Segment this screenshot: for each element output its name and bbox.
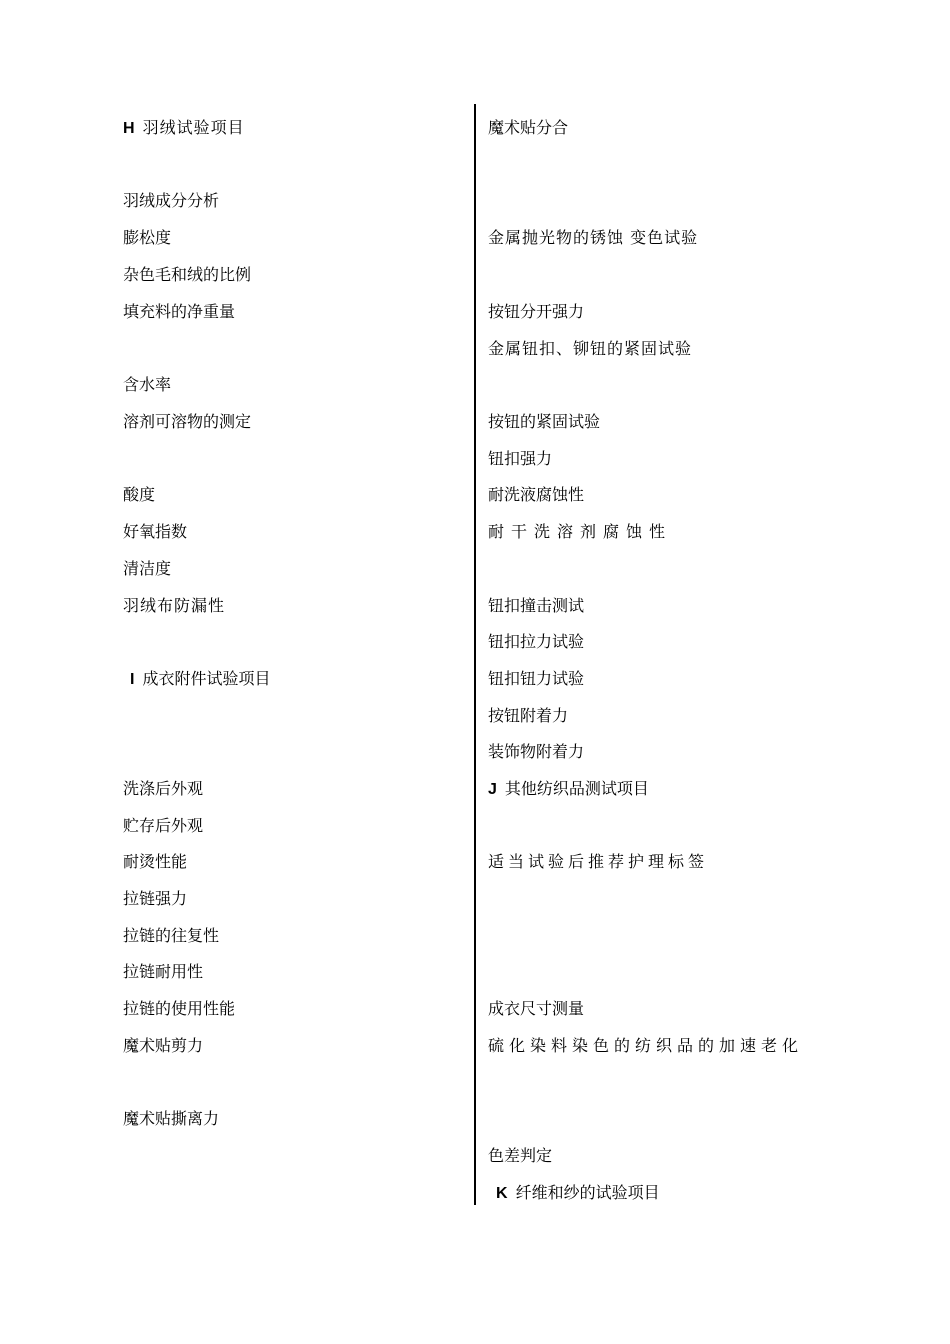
list-item: 魔术贴撕离力 (123, 1109, 220, 1128)
list-item: 溶剂可溶物的测定 (123, 412, 252, 431)
list-item: 拉链的往复性 (123, 926, 220, 945)
section-heading-i (130, 669, 270, 689)
list-item: 羽绒布防漏性 (123, 596, 226, 615)
list-item: 拉链强力 (123, 889, 188, 908)
section-letter-k: K (496, 1185, 508, 1202)
list-item: 按钮的紧固试验 (488, 412, 601, 431)
list-item: 金属钮扣、铆钮的紧固试验 (488, 339, 693, 358)
list-item: 魔术贴分合 (488, 118, 569, 137)
section-title-k: 纤维和纱的试验项目 (515, 1183, 660, 1202)
section-heading-h (123, 118, 245, 138)
section-title-i: 成衣附件试验项目 (142, 669, 271, 688)
list-item: 钮扣撞击测试 (488, 596, 585, 615)
list-item: 按钮分开强力 (488, 302, 585, 321)
list-item: 耐洗液腐蚀性 (488, 485, 585, 504)
list-item: 色差判定 (488, 1146, 553, 1165)
section-title-h: 羽绒试验项目 (142, 118, 245, 137)
section-letter-j: J (488, 781, 497, 798)
list-item: 成衣尺寸测量 (488, 999, 585, 1018)
list-item: 耐烫性能 (123, 852, 188, 871)
section-heading-k (496, 1183, 660, 1203)
section-letter-h: H (123, 120, 135, 137)
list-item: 钮扣钮力试验 (488, 669, 585, 688)
list-item: 含水率 (123, 375, 172, 394)
list-item: 金属抛光物的锈蚀 变色试验 (488, 228, 699, 247)
list-item: 拉链耐用性 (123, 962, 204, 981)
section-heading-j (488, 779, 649, 799)
list-item: 魔术贴剪力 (123, 1036, 204, 1055)
list-item: 装饰物附着力 (488, 742, 585, 761)
list-item: 硫化染料染色的纺织品的加速老化 (488, 1036, 804, 1055)
section-title-j: 其他纺织品测试项目 (504, 779, 649, 798)
list-item: 清洁度 (123, 559, 172, 578)
list-item: 酸度 (123, 485, 156, 504)
list-item: 拉链的使用性能 (123, 999, 236, 1018)
column-divider (474, 104, 476, 1205)
list-item: 洗涤后外观 (123, 779, 204, 798)
list-item: 适当试验后推荐护理标签 (488, 852, 709, 871)
list-item: 贮存后外观 (123, 816, 204, 835)
list-item: 填充料的净重量 (123, 302, 236, 321)
list-item: 杂色毛和绒的比例 (123, 265, 252, 284)
list-item: 钮扣强力 (488, 449, 553, 468)
list-item: 羽绒成分分析 (123, 191, 220, 210)
list-item: 膨松度 (123, 228, 172, 247)
list-item: 耐干洗溶剂腐蚀性 (488, 522, 673, 541)
list-item: 钮扣拉力试验 (488, 632, 585, 651)
section-letter-i: I (130, 671, 135, 688)
list-item: 好氧指数 (123, 522, 188, 541)
list-item: 按钮附着力 (488, 706, 569, 725)
